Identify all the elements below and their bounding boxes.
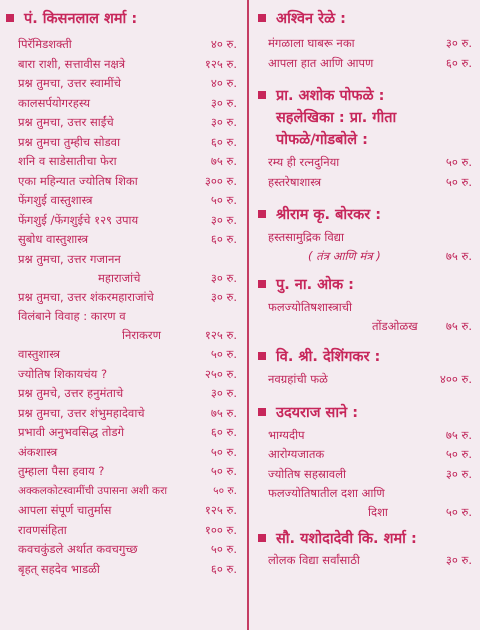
book-row xyxy=(18,404,243,424)
book-title-continued: निराकरण xyxy=(122,328,161,342)
book-price: ५० रु. xyxy=(445,447,472,461)
book-price: १२५ रु. xyxy=(204,503,237,517)
book-price: ३० रु. xyxy=(210,115,237,129)
author-name: श्रीराम कृ. बोरकर : xyxy=(276,207,381,223)
book-price: ५० रु. xyxy=(210,444,237,459)
book-title-continued: तोंडओळख xyxy=(372,319,418,333)
book-price: ६० रु. xyxy=(210,232,237,246)
book-title: सुबोध वास्तुशास्त्र xyxy=(18,232,89,246)
book-row xyxy=(268,484,478,522)
book-title: आपला संपूर्ण चातुर्मास xyxy=(18,503,112,517)
bullet-square-icon xyxy=(258,210,266,218)
book-price: ७५ रु. xyxy=(210,154,237,168)
book-title: प्रश्न तुमचा, उत्तर शंकरमहाराजांचे xyxy=(18,289,154,304)
book-title: प्रश्न तुमचा, उत्तर स्वामींचे xyxy=(18,76,121,90)
book-title: अक्कलकोटस्वामींची उपासना अशी करा xyxy=(18,484,168,497)
book-price: ६० रु. xyxy=(445,55,472,70)
book-title: रम्य ही रत्नदुनिया xyxy=(268,155,340,169)
book-row xyxy=(268,465,478,485)
book-row xyxy=(18,423,243,443)
book-price: ३० रु. xyxy=(210,212,237,227)
book-price: ६० रु. xyxy=(210,134,237,149)
author-name: पं. किसनलाल शर्मा : xyxy=(24,11,138,27)
book-title: हस्तरेषाशास्त्र xyxy=(268,174,322,189)
bullet-square-icon xyxy=(258,408,266,416)
book-price: ५० रु. xyxy=(213,484,237,497)
book-price: १०० रु. xyxy=(204,522,237,537)
book-title: मंगळाला घाबरू नका xyxy=(268,36,355,50)
book-row xyxy=(18,521,243,541)
book-title: फलज्योतिषशास्त्राची xyxy=(268,300,352,314)
bullet-square-icon xyxy=(258,280,266,288)
author-name: अश्विन रेळे : xyxy=(276,11,346,27)
book-row xyxy=(18,250,243,288)
book-price: ३०० रु. xyxy=(204,173,237,188)
book-price: ४०० रु. xyxy=(439,372,472,386)
book-title: विलंबाने विवाह : कारण व xyxy=(18,309,126,323)
author-name: उदयराज साने : xyxy=(276,404,358,421)
book-title: फेंगशुई /फेंगशुईचे १२९ उपाय xyxy=(18,212,139,227)
book-title: प्रश्न तुमचा तुम्हीच सोडवा xyxy=(18,134,121,149)
book-price: २५० रु. xyxy=(204,366,237,381)
book-title: कवचकुंडले अर्थात कवचगुच्छ xyxy=(18,542,138,556)
book-title: शनि व साडेसातीचा फेरा xyxy=(18,154,117,168)
book-title: तुम्हाला पैसा हवाय ? xyxy=(18,464,105,478)
book-title: प्रश्न तुमचा, उत्तर साईंचे xyxy=(18,115,114,129)
book-price: ३० रु. xyxy=(445,466,472,481)
book-title: एका महिन्यात ज्योतिष शिका xyxy=(18,173,138,188)
book-title: प्रश्न तुमचा, उत्तर शंभुमहादेवाचे xyxy=(18,405,145,420)
book-title: कालसर्पयोगरहस्य xyxy=(18,95,90,110)
book-row xyxy=(18,172,243,192)
book-price: ५० रु. xyxy=(445,505,472,519)
book-title: बृहत् सहदेव भाडळी xyxy=(18,561,100,576)
book-row xyxy=(18,443,243,463)
book-price: ७५ रु. xyxy=(445,319,472,333)
book-row xyxy=(18,307,243,345)
book-price: ४० रु. xyxy=(210,37,237,51)
bullet-square-icon xyxy=(258,14,266,22)
book-row xyxy=(268,228,478,266)
book-title-continued: महाराजांचे xyxy=(98,270,141,285)
book-price: ५० रु. xyxy=(210,347,237,361)
book-title: बारा राशी, सत्तावीस नक्षत्रे xyxy=(18,56,126,71)
book-subtitle: ( तंत्र आणि मंत्र ) xyxy=(308,249,381,263)
book-row xyxy=(18,560,243,580)
author-name: वि. श्री. देशिंगकर : xyxy=(276,349,381,365)
book-row xyxy=(268,370,478,390)
book-row xyxy=(268,445,478,465)
book-price: ५० रु. xyxy=(445,155,472,169)
book-row xyxy=(268,153,478,173)
bullet-square-icon xyxy=(6,14,14,22)
book-row xyxy=(18,74,243,94)
book-price: ७५ रु. xyxy=(210,405,237,420)
book-price: ३० रु. xyxy=(210,270,237,285)
book-row xyxy=(18,540,243,560)
author-name: पु. ना. ओक : xyxy=(276,277,354,293)
book-row xyxy=(268,54,478,74)
book-title-continued: दिशा xyxy=(368,505,388,519)
book-price: ३० रु. xyxy=(210,289,237,304)
author-name: प्रा. अशोक पोफळे : xyxy=(276,88,385,104)
book-row xyxy=(18,152,243,172)
author-heading xyxy=(254,87,480,105)
book-price: ६० रु. xyxy=(210,425,237,439)
book-price: ५० रु. xyxy=(445,174,472,189)
author-heading xyxy=(254,348,480,366)
book-title: ज्योतिष शिकायचंय ? xyxy=(18,366,108,381)
book-row xyxy=(18,482,243,502)
book-row xyxy=(18,345,243,365)
book-title: ज्योतिष सहस्रावली xyxy=(268,466,346,481)
book-title: भाग्यदीप xyxy=(268,427,305,442)
book-price: ५० रु. xyxy=(210,542,237,556)
book-row xyxy=(268,551,478,571)
book-title: प्रश्न तुमचा, उत्तर गजानन xyxy=(18,251,121,266)
bullet-square-icon xyxy=(258,352,266,360)
book-price: ४० रु. xyxy=(210,76,237,90)
author-heading xyxy=(254,206,480,224)
book-price: ७५ रु. xyxy=(445,427,472,442)
book-row xyxy=(18,211,243,231)
book-price: ३० रु. xyxy=(445,553,472,567)
book-title: आपला हात आणि आपण xyxy=(268,55,374,70)
book-title: वास्तुशास्त्र xyxy=(18,347,61,361)
book-row xyxy=(18,288,243,308)
author-name: सौ. यशोदादेवी कि. शर्मा : xyxy=(276,531,417,547)
book-row xyxy=(18,191,243,211)
author-heading xyxy=(6,10,249,28)
book-title: प्रभावी अनुभवसिद्ध तोडगे xyxy=(18,425,125,439)
author-heading xyxy=(254,530,480,548)
book-title: फेंगशुई वास्तुशास्त्र xyxy=(18,193,93,207)
book-row xyxy=(18,94,243,114)
book-row xyxy=(268,426,478,446)
book-title: अंकशास्त्र xyxy=(18,444,58,459)
book-price: ६० रु. xyxy=(210,561,237,576)
book-title: लोलक विद्या सर्वांसाठी xyxy=(268,553,360,567)
bullet-square-icon xyxy=(258,91,266,99)
coauthor-line: पोफळे/गोडबोले : xyxy=(276,132,368,148)
book-price: १२५ रु. xyxy=(204,56,237,71)
book-price: ५० रु. xyxy=(210,193,237,207)
book-row xyxy=(18,35,243,55)
right-column xyxy=(254,0,480,571)
left-column xyxy=(0,0,249,579)
book-price: ७५ रु. xyxy=(445,249,472,263)
book-row xyxy=(18,133,243,153)
book-price: ३० रु. xyxy=(210,386,237,400)
book-row xyxy=(268,298,478,336)
book-row xyxy=(18,384,243,404)
book-row xyxy=(268,173,478,193)
coauthor-line: सहलेखिका : प्रा. गीता xyxy=(276,110,397,126)
book-row xyxy=(18,501,243,521)
book-row xyxy=(18,462,243,482)
book-row xyxy=(18,55,243,75)
book-row xyxy=(18,365,243,385)
book-price: १२५ रु. xyxy=(204,328,237,342)
author-heading xyxy=(254,276,480,294)
book-title: आरोग्यजातक xyxy=(268,447,325,461)
book-title: नवग्रहांची फळे xyxy=(268,372,328,386)
bullet-square-icon xyxy=(258,534,266,542)
author-heading xyxy=(254,404,480,422)
book-price: ३० रु. xyxy=(210,95,237,110)
book-title: पिरॅमिडशक्ती xyxy=(18,37,72,51)
book-row xyxy=(268,34,478,54)
book-price: ३० रु. xyxy=(445,36,472,50)
book-price: ५० रु. xyxy=(210,464,237,478)
book-row xyxy=(18,113,243,133)
book-title: फलज्योतिषातील दशा आणि xyxy=(268,486,385,500)
book-title: हस्तसामुद्रिक विद्या xyxy=(268,230,344,244)
book-title: प्रश्न तुमचे, उत्तर हनुमंताचे xyxy=(18,386,124,400)
author-heading xyxy=(254,10,480,28)
book-title: रावणसंहिता xyxy=(18,522,67,537)
book-row xyxy=(18,230,243,250)
